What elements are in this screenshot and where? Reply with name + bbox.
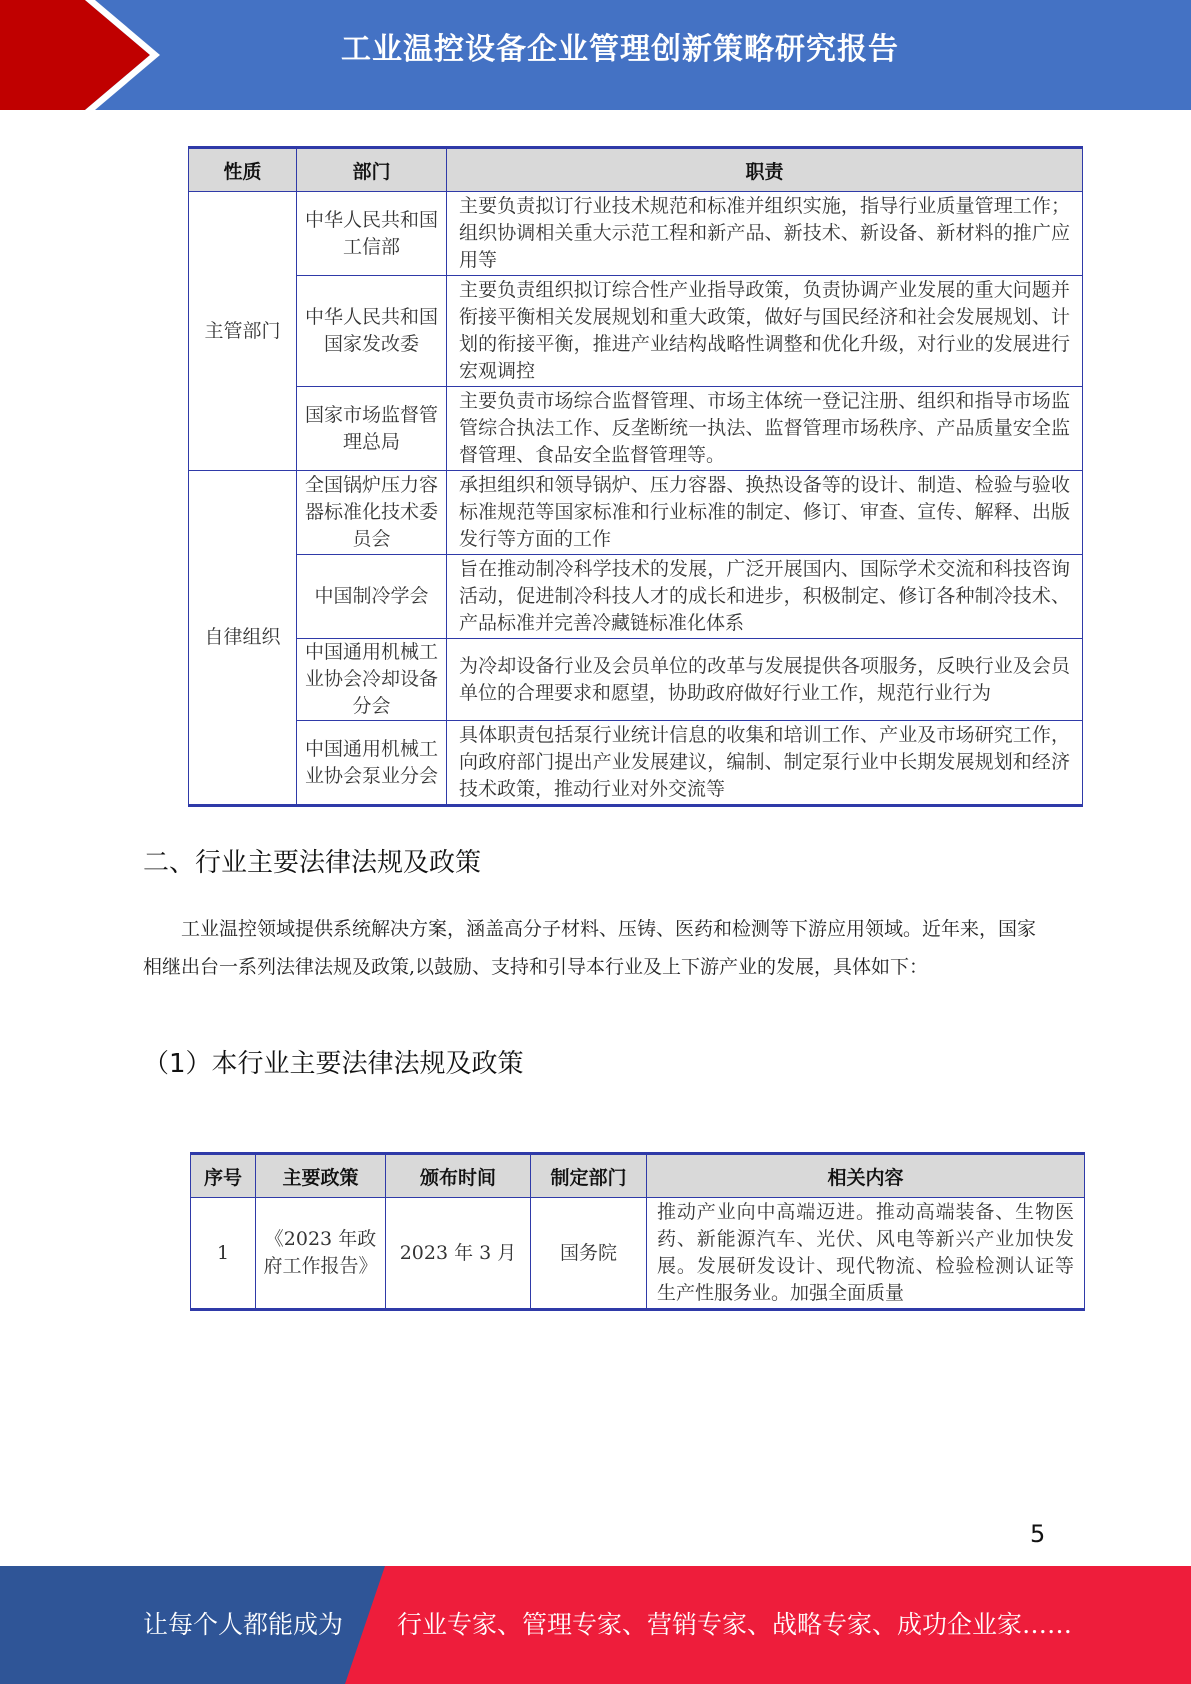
column-header-department: 制定部门 bbox=[531, 1154, 647, 1198]
duty-cell: 为冷却设备行业及会员单位的改革与发展提供各项服务，反映行业及会员单位的合理要求和愿望，协助政府做好行业工作，规范行业行为 bbox=[447, 639, 1083, 721]
footer-slogan-left: 让每个人都能成为 bbox=[143, 1610, 344, 1639]
table-header-row bbox=[189, 148, 1083, 192]
table-row bbox=[191, 1198, 1085, 1310]
duty-cell: 主要负责组织拟订综合性产业指导政策，负责协调产业发展的重大问题并衔接平衡相关发展规划和重大政策，做好与国民经济和社会发展规划、计划的衔接平衡，推进产业结构战略性调整和优化升级，对行业的发展进行宏观调控 bbox=[447, 276, 1083, 387]
date-cell: 2023 年 3 月 bbox=[386, 1198, 531, 1310]
department-cell: 国务院 bbox=[531, 1198, 647, 1310]
page-footer bbox=[0, 1566, 1191, 1684]
page-header bbox=[0, 0, 1191, 110]
table-row bbox=[189, 555, 1083, 639]
duty-cell: 旨在推动制冷科学技术的发展，广泛开展国内、国际学术交流和科技咨询活动，促进制冷科技人才的成长和进步，积极制定、修订各种制冷技术、产品标准并完善冷藏链标准化体系 bbox=[447, 555, 1083, 639]
subsection-heading: （1）本行业主要法律法规及政策 bbox=[143, 1049, 524, 1079]
duty-cell: 主要负责拟订行业技术规范和标准并组织实施，指导行业质量管理工作；组织协调相关重大示范工程和新产品、新技术、新设备、新材料的推广应用等 bbox=[447, 192, 1083, 276]
table-row bbox=[189, 721, 1083, 806]
column-header-department: 部门 bbox=[297, 148, 447, 192]
duty-cell: 承担组织和领导锅炉、压力容器、换热设备等的设计、制造、检验与验收标准规范等国家标准和行业标准的制定、修订、审查、宣传、解释、出版发行等方面的工作 bbox=[447, 471, 1083, 555]
department-cell: 国家市场监督管理总局 bbox=[297, 387, 447, 471]
table-header-row bbox=[191, 1154, 1085, 1198]
table-row bbox=[189, 639, 1083, 721]
table-row bbox=[189, 276, 1083, 387]
column-header-nature: 性质 bbox=[189, 148, 297, 192]
policy-cell: 《2023 年政府工作报告》 bbox=[256, 1198, 386, 1310]
department-cell: 中华人民共和国国家发改委 bbox=[297, 276, 447, 387]
department-cell: 中国通用机械工业协会冷却设备分会 bbox=[297, 639, 447, 721]
policies-table bbox=[190, 1152, 1085, 1311]
department-cell: 中国制冷学会 bbox=[297, 555, 447, 639]
table-row bbox=[189, 387, 1083, 471]
department-cell: 中国通用机械工业协会泵业分会 bbox=[297, 721, 447, 806]
duty-cell: 主要负责市场综合监督管理、市场主体统一登记注册、组织和指导市场监管综合执法工作、反垄断统一执法、监督管理市场秩序、产品质量安全监督管理、食品安全监督管理等。 bbox=[447, 387, 1083, 471]
regulatory-departments-table bbox=[188, 146, 1083, 807]
section-paragraph: 工业温控领域提供系统解决方案，涵盖高分子材料、压铸、医药和检测等下游应用领域。近年来，国家相继出台一系列法律法规及政策,以鼓励、支持和引导本行业及上下游产业的发展，具体如下： bbox=[143, 918, 1037, 978]
duty-cell: 具体职责包括泵行业统计信息的收集和培训工作、产业及市场研究工作，向政府部门提出产业发展建议，编制、制定泵行业中长期发展规划和经济技术政策，推动行业对外交流等 bbox=[447, 721, 1083, 806]
column-header-number: 序号 bbox=[191, 1154, 256, 1198]
section-heading: 二、行业主要法律法规及政策 bbox=[143, 848, 482, 878]
page-number: 5 bbox=[1030, 1520, 1046, 1548]
department-cell: 全国锅炉压力容器标准化技术委员会 bbox=[297, 471, 447, 555]
number-cell: 1 bbox=[191, 1198, 256, 1310]
document-title: 工业温控设备企业管理创新策略研究报告 bbox=[341, 32, 899, 67]
department-cell: 中华人民共和国工信部 bbox=[297, 192, 447, 276]
column-header-content: 相关内容 bbox=[647, 1154, 1085, 1198]
column-header-policy: 主要政策 bbox=[256, 1154, 386, 1198]
footer-slogan-right: 行业专家、管理专家、营销专家、战略专家、成功企业家…… bbox=[397, 1610, 1073, 1639]
table-row bbox=[189, 471, 1083, 555]
nature-cell: 自律组织 bbox=[189, 471, 297, 806]
table-row bbox=[189, 192, 1083, 276]
nature-cell: 主管部门 bbox=[189, 192, 297, 471]
column-header-date: 颁布时间 bbox=[386, 1154, 531, 1198]
content-cell: 推动产业向中高端迈进。推动高端装备、生物医药、新能源汽车、光伏、风电等新兴产业加快发展。发展研发设计、现代物流、检验检测认证等生产性服务业。加强全面质量 bbox=[647, 1198, 1085, 1310]
column-header-duty: 职责 bbox=[447, 148, 1083, 192]
